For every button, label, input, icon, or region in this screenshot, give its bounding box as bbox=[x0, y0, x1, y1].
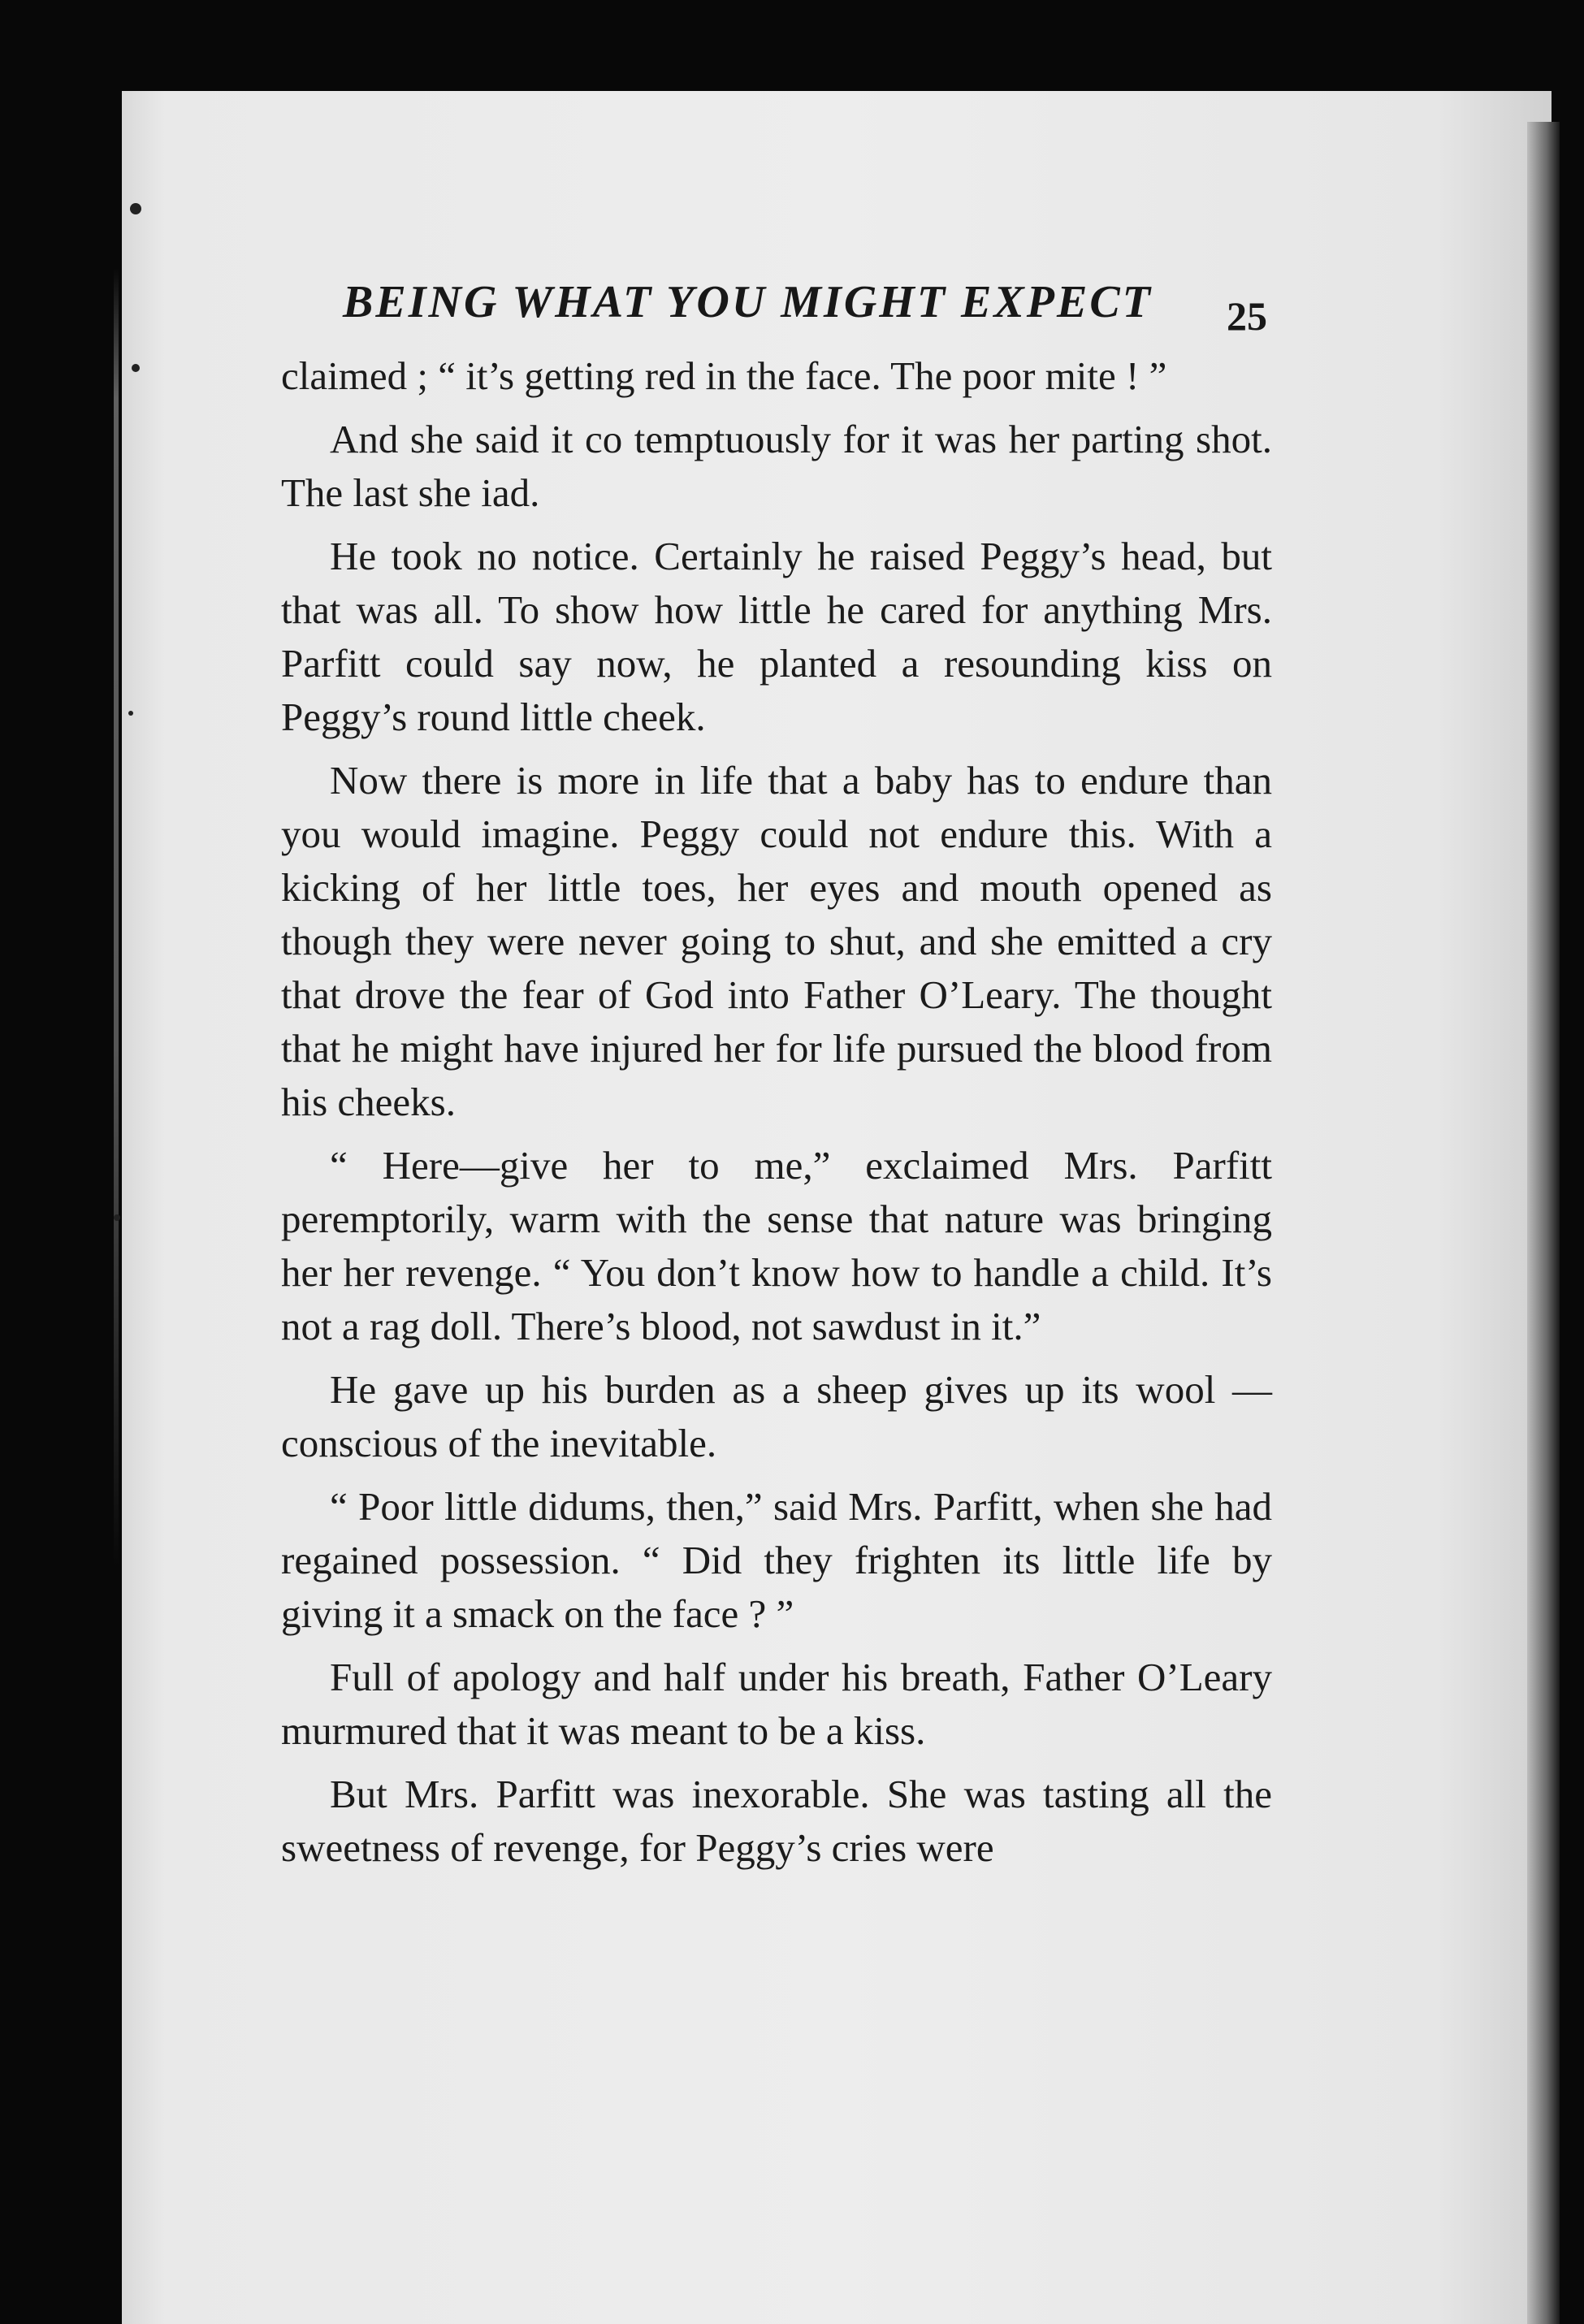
dust-speck bbox=[130, 203, 141, 214]
body-text bbox=[281, 349, 1272, 1885]
paragraph: “ Poor little didums, then,” said Mrs. Parfitt, when she had regained possession. “ Did they frighten its little life by giving it a smack on the face ? ” bbox=[281, 1484, 1272, 1636]
binding-gutter bbox=[114, 268, 119, 1568]
paragraph: Now there is more in life that a baby has to endure than you would imagine. Peggy could not endure this. With a kicking of her little toes, her eyes and mouth opened as though they were never going to shut, and she emitted a cry that drove the fear of God into Father O’Leary. The thought that he might have injured her for life pursued the blood from his cheeks. bbox=[281, 758, 1272, 1124]
page-edge-shadow bbox=[1527, 122, 1560, 2324]
paragraph: But Mrs. Parfitt was inexorable. She was tasting all the sweetness of revenge, for Peggy’s cries were bbox=[281, 1772, 1272, 1870]
paragraph: claimed ; “ it’s getting red in the face. The poor mite ! ” bbox=[281, 353, 1167, 398]
dust-speck bbox=[132, 364, 140, 372]
paragraph: He took no notice. Certainly he raised Peggy’s head, but that was all. To show how little he cared for anything Mrs. Parfitt could say now, he planted a resounding kiss on Peggy’s round little cheek. bbox=[281, 534, 1272, 739]
paragraph: “ Here—give her to me,” exclaimed Mrs. Parfitt peremptorily, warm with the sense that nature was bringing her her revenge. “ You don’t know how to handle a child. It’s not a rag doll. There’s blood, not sawdust in it.” bbox=[281, 1143, 1272, 1348]
dust-speck bbox=[128, 711, 133, 716]
dust-speck bbox=[114, 1214, 120, 1221]
page-number: 25 bbox=[1227, 293, 1267, 339]
running-head: BEING WHAT YOU MIGHT EXPECT bbox=[343, 277, 1153, 327]
paragraph: Full of apology and half under his breath, Father O’Leary murmured that it was meant to be a kiss. bbox=[281, 1655, 1272, 1753]
paragraph: And she said it co temptuously for it was her parting shot. The last she iad. bbox=[281, 417, 1272, 515]
paragraph: He gave up his burden as a sheep gives up its wool —conscious of the inevitable. bbox=[281, 1367, 1272, 1465]
